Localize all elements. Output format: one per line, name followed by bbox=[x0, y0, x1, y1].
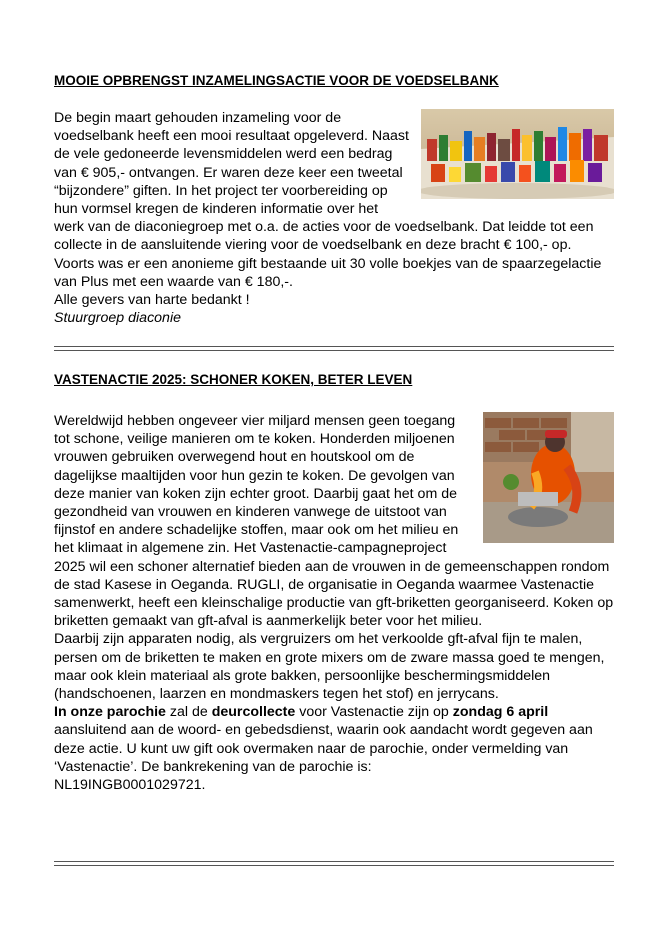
section-title-voedselbank: MOOIE OPBRENGST INZAMELINGSACTIE VOOR DE VOEDSELBANK bbox=[54, 73, 499, 88]
vastenactie-collecte bbox=[54, 703, 614, 776]
date-bold: zondag 6 april bbox=[452, 704, 549, 721]
woman-cooking-photo bbox=[483, 412, 614, 543]
section-voedselbank bbox=[54, 72, 614, 327]
vastenactie-body-2: Daarbij zijn apparaten nodig, als vergruizers om het verkoolde gft-afval fijn te malen, persen om de briketten te maken en grote mixers om de zware massa goed te mengen, maar ook klein materiaal als grote bakken, persoonlijke beschermingsmiddelen (handschoenen, laarzen en mondmaskers tegen het stof) en jerrycans. bbox=[54, 631, 605, 703]
bank-account: NL19INGB0001029721. bbox=[54, 777, 206, 794]
section-vastenactie bbox=[54, 371, 614, 794]
section-title-vastenactie: VASTENACTIE 2025: SCHONER KOKEN, BETER LEVEN bbox=[54, 372, 413, 387]
vastenactie-body-1: Wereldwijd hebben ongeveer vier miljard mensen geen toegang tot schone, veilige manieren om te koken. Honderden miljoenen vrouwen gebruiken overwegend hout en houtskool om de dagelijkse maaltijden voor hun gezin te koken. De gevolgen van deze manier van koken zijn echter groot. Daarbij gaat het om de gezondheid van vrouwen en kinderen vanwege de uitstoot van fijnstof en andere schadelijke stoffen, maar ook om het milieu en het klimaat in algemene zin. Het Vastenactie-campagneproject 2025 wil een schoner alternatief bieden aan de vrouwen in de gemeenschappen rondom de stad Kasese in Oeganda. RUGLI, de organisatie in Oeganda waarmee Vastenactie samenwerkt, heeft een kleinschalige productie van gft-briketten georganiseerd. Koken op briketten gemaakt van gft-afval is aanmerkelijk beter voor het milieu. bbox=[54, 413, 614, 630]
voedselbank-article bbox=[54, 109, 614, 327]
section-divider bbox=[54, 346, 614, 351]
voedselbank-thanks: Alle gevers van harte bedankt ! bbox=[54, 292, 250, 309]
collecte-text-3: aansluitend aan de woord- en gebedsdienst, waarin ook aandacht wordt gegeven aan deze actie. U kunt uw gift ook overmaken naar de parochie, onder vermelding van ‘Vastenactie’. De bankrekening van de parochie is: bbox=[54, 722, 593, 775]
voedselbank-signature: Stuurgroep diaconie bbox=[54, 310, 181, 327]
voedselbank-body: De begin maart gehouden inzameling voor de voedselbank heeft een mooi resultaat opgeleverd. Naast de vele gedoneerde levensmiddelen werd een bedrag van € 905,- ontvangen. Er waren deze keer een tweetal “bijzondere” giften. In het project ter voorbereiding op hun vormsel kregen de kinderen informatie over het werk van de diaconiegroep met o.a. de acties voor de voedselbank. Dat leidde tot een collecte in de aansluitende viering voor de voedselbank en deze bracht € 100,- op. Voorts was er een anonieme gift bestaande uit 30 volle boekjes van de spaarzegelactie van Plus met een waarde van € 180,-. bbox=[54, 110, 602, 290]
parochie-bold: In onze parochie bbox=[54, 704, 166, 721]
food-donations-photo bbox=[421, 109, 614, 199]
collecte-text-1: zal de bbox=[165, 704, 212, 721]
vastenactie-article bbox=[54, 412, 614, 794]
collecte-text-2: voor Vastenactie zijn op bbox=[295, 704, 453, 721]
section-divider-bottom bbox=[54, 861, 614, 866]
deurcollecte-bold: deurcollecte bbox=[211, 704, 296, 721]
